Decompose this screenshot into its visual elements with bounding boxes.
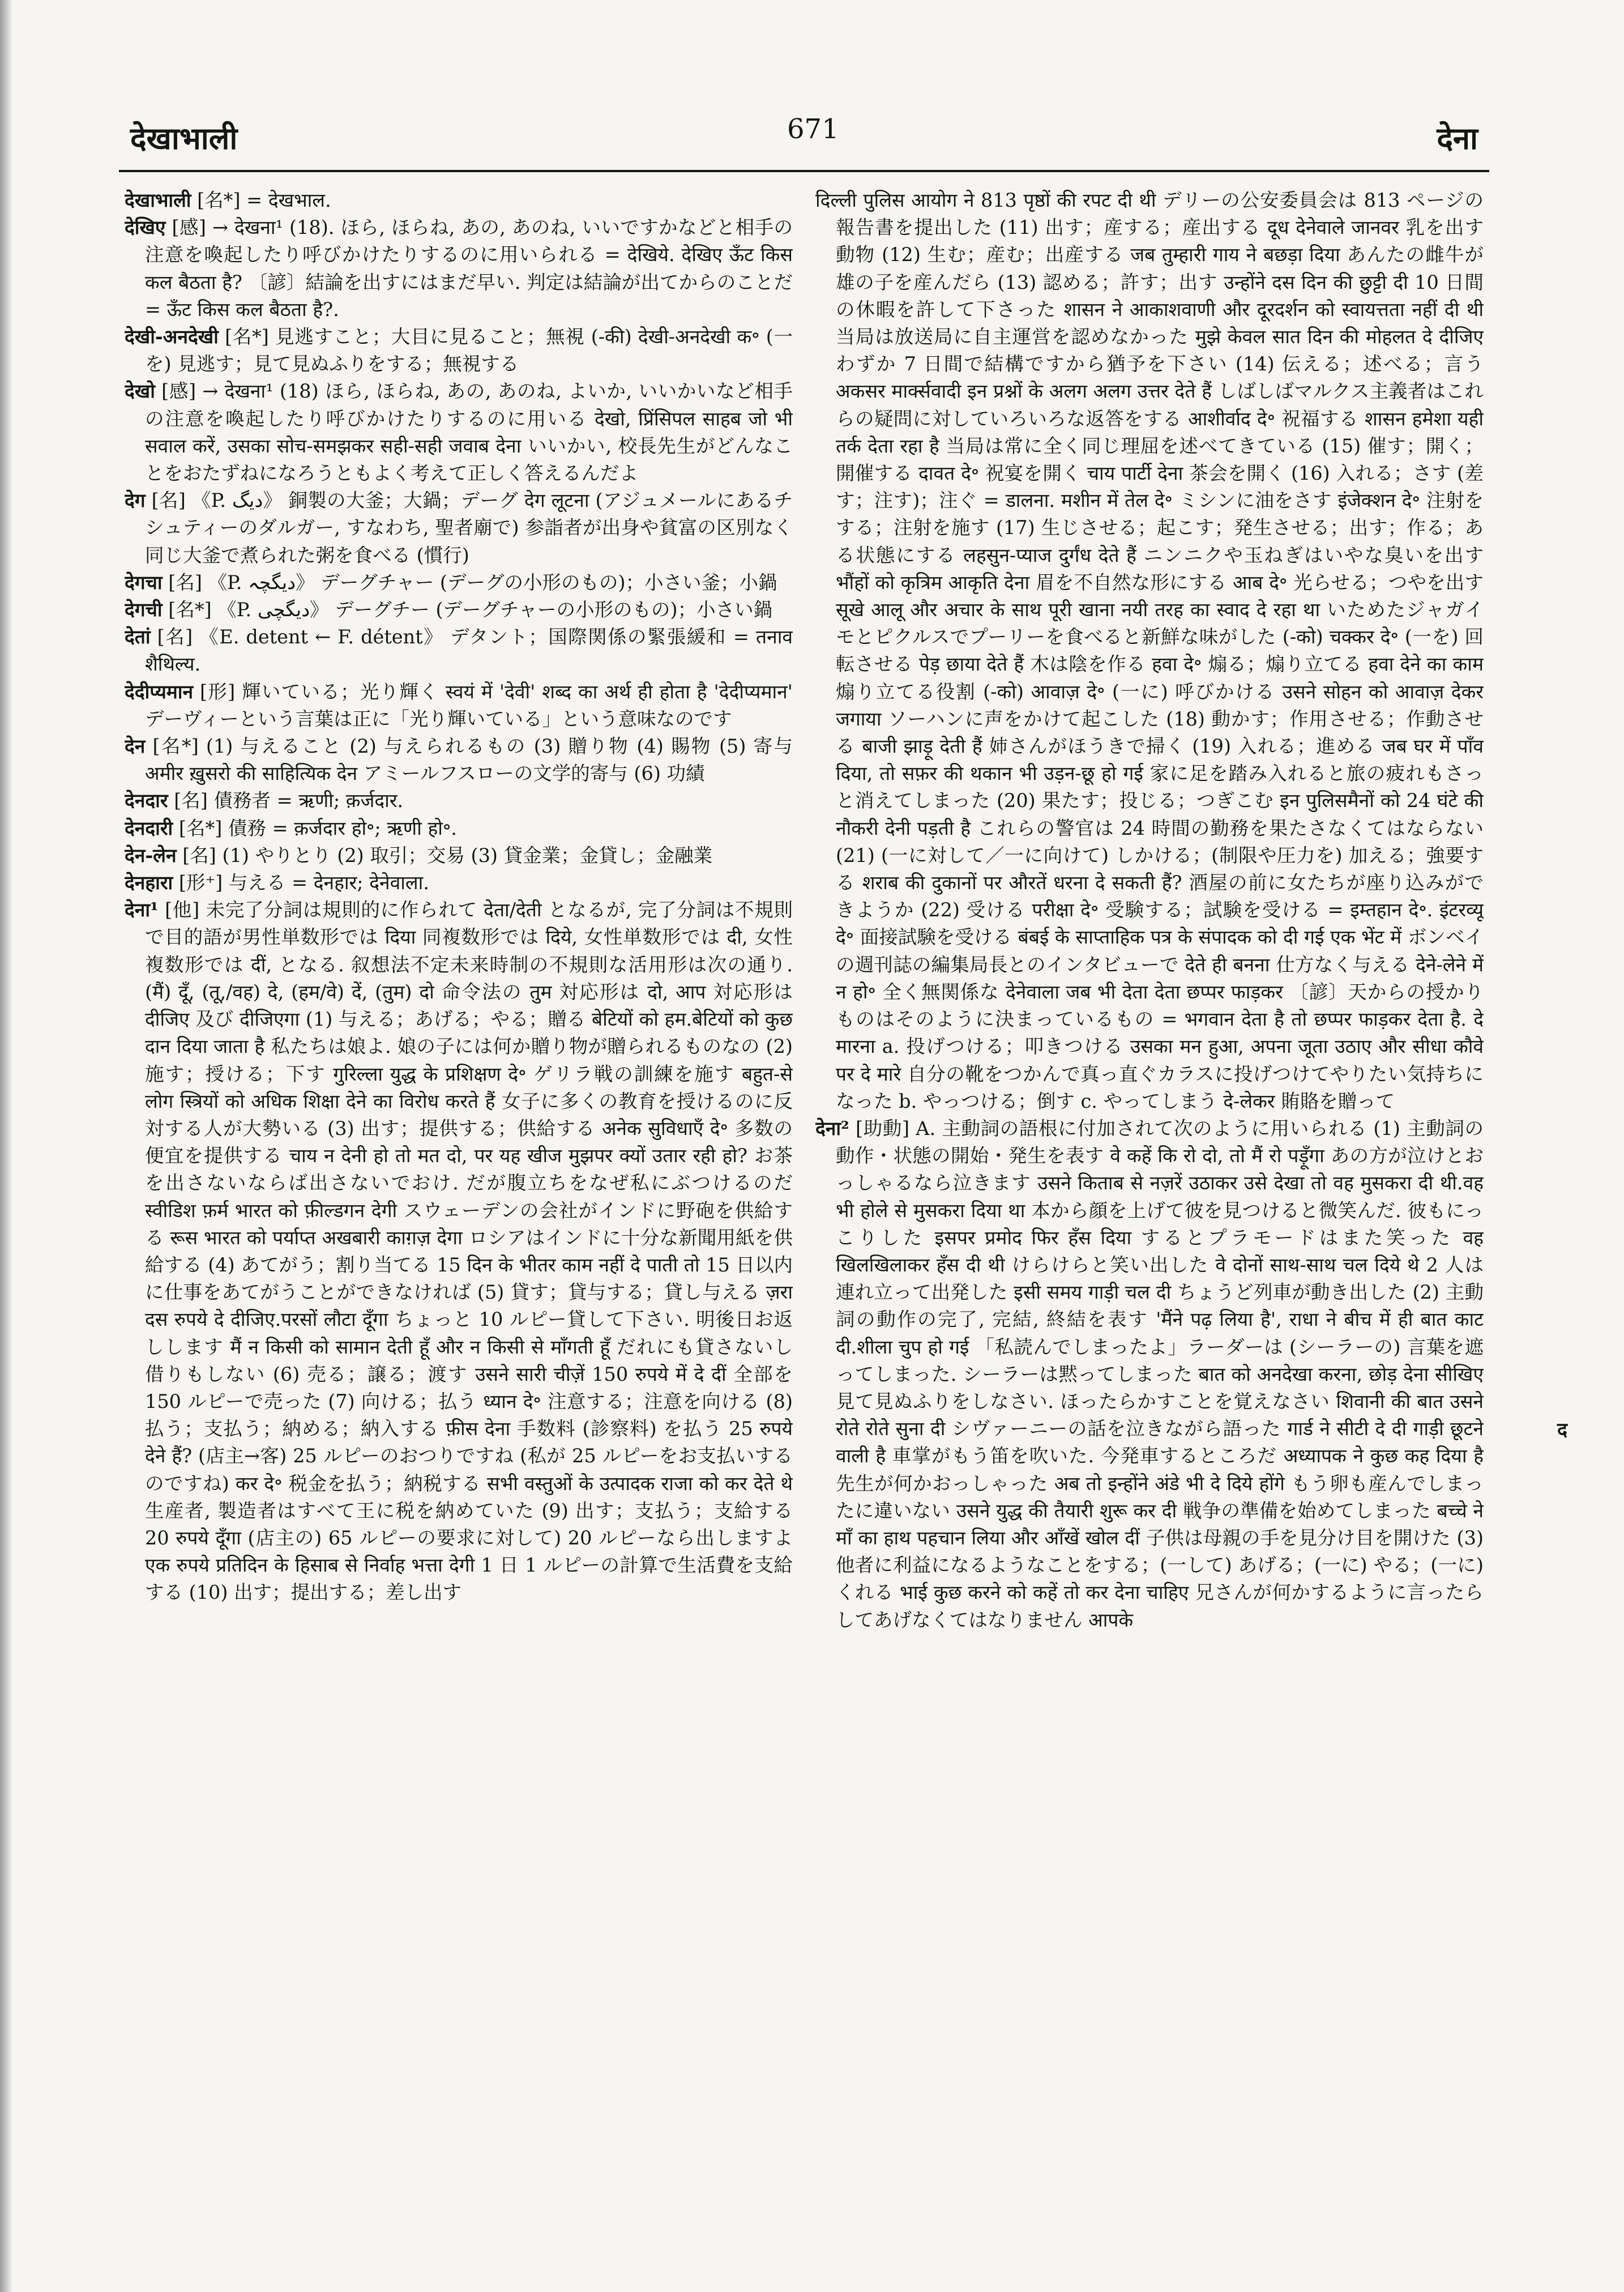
entry-body: [名*] 《P. دیگچی》 デーグチー (デーグチャーの小形のもの)；小さい鍋 bbox=[162, 599, 773, 621]
entry-body: [名] 債務者 = ऋणी; क़र्जदार. bbox=[168, 789, 404, 812]
entry-body: [名] 《E. detent ← F. détent》 デタント；国際関係の緊張緩和 = तनाव शैथिल्य. bbox=[145, 626, 793, 676]
entry-body: [名*] 債務 = क़र्जदार हो॰; ऋणी हो॰. bbox=[173, 817, 457, 839]
running-head-left: देखाभाली bbox=[130, 120, 238, 156]
entry-headword: देनदार bbox=[125, 789, 168, 812]
entry-headword: देनदारी bbox=[125, 817, 173, 839]
running-head-right: देना bbox=[1437, 120, 1478, 156]
entry-headword: देगची bbox=[125, 599, 163, 621]
entry-body: [他] 未完了分詞は規則的に作られて देता/देती となるが, 完了分詞は不規則で目的語が男性単数形では दिया 同複数形では दिये, 女性単数形では दी, 女性複数形では दीं, となる. 叙想法不定未来時制の不規則な活用形は次の通り. (मैं) दूँ, (तू,/वह) दे, (हम/वे) दें, (तुम) दो 命令法の तुम 対応形は दो, आप 対応形は दीजिए 及び दीजिएगा (1) 与える；あげる；やる；贈る बेटियों को हम.बेटियों को कुछ दान दिया जाता है 私たちは娘よ. 娘の子には何か贈り物が贈られるものなの (2) 施す；授ける；下す गुरिल्ला युद्ध के प्रशिक्षण दे॰ ゲリラ戦の訓練を施す बहुत-से लोग स्त्रियों को अधिक शिक्षा देने का विरोध करते हैं 女子に多くの教育を授けるのに反対する人が大勢いる (3) 出す；提供する；供給する अनेक सुविधाएँ दे॰ 多数の便宜を提供する चाय न देनी हो तो मत दो, पर यह खीज मुझपर क्यों उतार रही हो? お茶を出さないならば出さないでおけ. だが腹立ちをなぜ私にぶつけるのだ स्वीडिश फ़र्म भारत को फ़ील्डगन देगी スウェーデンの会社がインドに野砲を供給する रूस भारत को पर्याप्त अखबारी काग़ज़ देगा ロシアはインドに十分な新聞用紙を供給する (4) あてがう；割り当てる 15 दिन के भीतर काम नहीं दे पाती तो 15 日以内に仕事をあてがうことができなければ (5) 貸す；貸与する；貸し与える ज़रा दस रुपये दे दीजिए.परसों लौटा दूँगा ちょっと 10 ルピー貸して下さい. 明後日お返しします मैं न किसी को सामान देती हूँ और न किसी से माँगती हूँ だれにも貸さないし借りもしない (6) 売る；譲る；渡す उसने सारी चीज़ें 150 रुपये में दे दीं 全部を 150 ルピーで売った (7) 向ける；払う ध्यान दे॰ 注意する；注意を向ける (8) 払う；支払う；納める；納入する फ़ीस देना 手数料 (診察料) を払う 25 रुपये देने हैं? (店主→客) 25 ルピーのおつりですね (私が 25 ルピーをお支払いするのですね) कर दे॰ 税金を払う；納税する सभी वस्तुओं के उत्पादक राजा को कर देते थे 生産者, 製造者はすべて王に税を納めていた (9) 出す；支払う；支給する 20 रुपये दूँगा (店主の) 65 ルピーの要求に対して) 20 ルピーなら出しますよ एक रुपये प्रतिदिन के हिसाब से निर्वाह भत्ता देगी 1 日 1 ルピーの計算で生活費を支給する (10) 出す；提出する；差し出す bbox=[145, 899, 793, 1604]
entry-headword: देतां bbox=[125, 626, 151, 648]
entry-headword: देखो bbox=[125, 380, 155, 403]
dictionary-entry bbox=[125, 787, 793, 814]
page-header bbox=[119, 108, 1489, 170]
dictionary-entry-continued bbox=[815, 187, 1484, 1115]
page-number: 671 bbox=[787, 113, 839, 145]
dictionary-entry bbox=[125, 733, 793, 787]
dictionary-entry bbox=[125, 323, 793, 378]
dictionary-entry bbox=[125, 869, 793, 897]
dictionary-entry bbox=[125, 187, 793, 214]
dictionary-entry bbox=[125, 569, 793, 596]
dictionary-entry bbox=[125, 897, 793, 1606]
entry-headword: देखी-अनदेखी bbox=[125, 326, 219, 348]
entry-headword: देना² bbox=[815, 1117, 849, 1139]
entry-headword: देखाभाली bbox=[125, 189, 191, 211]
entry-headword: देग bbox=[125, 489, 146, 512]
entry-headword: देन-लेन bbox=[125, 844, 177, 867]
dictionary-entry bbox=[815, 1115, 1484, 1634]
entry-body: [名*] (1) 与えること (2) 与えられるもの (3) 贈り物 (4) 賜物 (5) 寄与 अमीर ख़ुसरो की साहित्यिक देन アミールフスローの文学的寄与 (6) 功績 bbox=[145, 735, 793, 785]
left-column bbox=[125, 187, 793, 2254]
entry-headword: देदीप्यमान bbox=[125, 680, 194, 703]
right-column bbox=[815, 187, 1484, 2254]
entry-body: [名] (1) やりとり (2) 取引；交易 (3) 貸金業；金貸し；金融業 bbox=[176, 844, 713, 867]
entry-body: [名*] 見逃すこと；大目に見ること；無視 (-की) देखी-अनदेखी क॰ (一を) 見逃す；見て見ぬふりをする；無視する bbox=[145, 326, 793, 375]
entry-headword: देन bbox=[125, 735, 146, 758]
dictionary-entry bbox=[125, 815, 793, 842]
scan-edge-shadow bbox=[0, 0, 12, 2292]
dictionary-entry bbox=[125, 624, 793, 678]
dictionary-entry bbox=[125, 596, 793, 624]
entry-body: [形] 輝いている；光り輝く स्वयं में 'देवी' शब्द का अर्थ ही होता है 'देदीप्यमान' デーヴィーという言葉は正に「光り輝いている」という意味なのです bbox=[145, 680, 793, 730]
dictionary-entry bbox=[125, 842, 793, 869]
entry-body: [形⁺] 与える = देनहार; देनेवाला. bbox=[173, 872, 429, 894]
entry-headword: देना¹ bbox=[125, 899, 159, 921]
entry-body: [助動] A. 主動詞の語根に付加されて次のように用いられる (1) 主動詞の動作・状態の開始・発生を表す वे कहें कि रो दो, तो मैं रो पड़ूँगा あの方が泣けとおっしゃるなら泣きます उसने किताब से नज़रें उठाकर उसे देखा तो वह मुसकरा दी थी.वह भी होले से मुसकरा दिया था 本から顔を上げて彼を見つけると微笑んだ. 彼もにっこりした इसपर प्रमोद फिर हँस दिया するとプラモードはまた笑った वह खिलखिलाकर हँस दी थी けらけらと笑い出した वे दोनों साथ-साथ चल दिये थे 2 人は連れ立って出発した इसी समय गाड़ी चल दी ちょうど列車が動き出した (2) 主動詞の動作の完了, 完結, 終結を表す 'मैंने पढ़ लिया है', राधा ने बीच में ही बात काट दी.शीला चुप हो गई 「私読んでしまったよ」ラーダーは (シーラーの) 言葉を遮ってしまった. シーラーは黙ってしまった बात को अनदेखा करना, छोड़ देना सीखिए 見て見ぬふりをしなさい. ほったらかすことを覚えなさい शिवानी की बात उसने रोते रोते सुना दी シヴァーニーの話を泣きながら語った गार्ड ने सीटी दे दी गाड़ी छूटने वाली है 車掌がもう笛を吹いた. 今発車するところだ अध्यापक ने कुछ कह दिया है 先生が何かおっしゃった अब तो इन्होंने अंडे भी दे दिये होंगे もう卵も産んでしまったに違いない उसने युद्ध की तैयारी शुरू कर दी 戦争の準備を始めてしまった बच्चे ने माँ का हाथ पहचान लिया और आँखें खोल दीं 子供は母親の手を見分け目を開けた (3) 他者に利益になるようなことをする；(一して) あげる；(一に) やる；(一に) くれる भाई कुछ करने को कहें तो कर देना चाहिए 兄さんが何かするように言ったらしてあげなくてはなりません आपके bbox=[836, 1117, 1484, 1631]
entry-body: [感] → देखना¹ (18). ほら, ほらね, あの, あのね, いいですかなどと相手の注意を喚起したり呼びかけたりするのに用いられる = देखिये. देखिए ऊँट किस कल बैठता है? 〔諺〕結論を出すにはまだ早い. 判定は結論が出てからのことだ = ऊँट किस कल बैठता है?. bbox=[145, 216, 793, 321]
entry-body: [名*] = देखभाल. bbox=[191, 189, 331, 211]
header-rule bbox=[119, 170, 1489, 172]
thumb-index-letter: द bbox=[1557, 1419, 1568, 1441]
entry-body: [名] 《P. دیگ》 銅製の大釜；大鍋；デーグ देग लूटना (アジュメールにあるチシュティーのダルガー, すなわち, 聖者廟で) 参詣者が出身や貧富の区別なく同じ大釜で煮られた粥を食べる (慣行) bbox=[145, 489, 793, 566]
entry-headword: देगचा bbox=[125, 571, 163, 594]
entry-body: [名] 《P. دیگچہ》 デーグチャー (デーグの小形のもの)；小さい釜；小鍋 bbox=[162, 571, 777, 594]
entry-headword: देनहारा bbox=[125, 872, 173, 894]
entry-headword: देखिए bbox=[125, 216, 166, 239]
entry-body: [感] → देखना¹ (18) ほら, ほらね, あの, あのね, よいか, いいかいなど相手の注意を喚起したり呼びかけたりするのに用いる देखो, प्रिंसिपल साहब जो भी सवाल करें, उसका सोच-समझकर सही-सही जवाब देना いいかい, 校長先生がどんなことをおたずねになろうともよく考えて正しく答えるんだよ bbox=[145, 380, 793, 485]
dictionary-entry bbox=[125, 214, 793, 323]
dictionary-entry bbox=[125, 487, 793, 569]
dictionary-entry bbox=[125, 678, 793, 733]
dictionary-entry bbox=[125, 378, 793, 487]
entry-body: दिल्ली पुलिस आयोग ने 813 पृष्ठों की रपट दी थी デリーの公安委員会は 813 ページの報告書を提出した (11) 出す；産する；産出する दूध देनेवाले जानवर 乳を出す動物 (12) 生む；産む；出産する जब तुम्हारी गाय ने बछड़ा दिया あんたの雌牛が雄の子を産んだら (13) 認める；許す；出す उन्होंने दस दिन की छुट्टी दी 10 日間の休暇を許して下さった शासन ने आकाशवाणी और दूरदर्शन को स्वायत्तता नहीं दी थी 当局は放送局に自主運営を認めなかった मुझे केवल सात दिन की मोहलत दे दीजिए わずか 7 日間で結構ですから猶予を下さい (14) 伝える；述べる；言う अकसर मार्क्सवादी इन प्रश्नों के अलग अलग उत्तर देते हैं しばしばマルクス主義者はこれらの疑問に対していろいろな返答をする आशीर्वाद दे॰ 祝福する शासन हमेशा यही तर्क देता रहा है 当局は常に全く同じ理屈を述べてきている (15) 催す；開く；開催する दावत दे॰ 祝宴を開く चाय पार्टी देना 茶会を開く (16) 入れる；さす (差す；注す)；注ぐ = डालना. मशीन में तेल दे॰ ミシンに油をさす इंजेक्शन दे॰ 注射をする；注射を施す (17) 生じさせる；起こす；発生させる；出す；作る；ある状態にする लहसुन-प्याज दुर्गंध देते हैं ニンニクや玉ねぎはいやな臭いを出す भौंहों को कृत्रिम आकृति देना 眉を不自然な形にする आब दे॰ 光らせる；つやを出す सूखे आलू और अचार के साथ पूरी खाना नयी तरह का स्वाद दे रहा था いためたジャガイモとピクルスでプーリーを食べると新鮮な味がした (-को) चक्कर दे॰ (一を) 回転させる पेड़ छाया देते हैं 木は陰を作る हवा दे॰ 煽る；煽り立てる हवा देने का काम 煽り立てる役割 (-को) आवाज़ दे॰ (一に) 呼びかける उसने सोहन को आवाज़ देकर जगाया ソーハンに声をかけて起こした (18) 動かす；作用させる；作動させる बाजी झाड़ू देती हैं 姉さんがほうきで掃く (19) 入れる；進める जब घर में पाँव दिया, तो सफ़र की थकान भी उड़न-छू हो गई 家に足を踏み入れると旅の疲れもさっと消えてしまった (20) 果たす；投じる；つぎこむ इन पुलिसमैनों को 24 घंटे की नौकरी देनी पड़ती है これらの警官は 24 時間の勤務を果たさなくてはならない (21) (一に対して／一に向けて) しかける；(制限や圧力を) 加える；強要する शराब की दुकानों पर औरतें धरना दे सकती हैं? 酒屋の前に女たちが座り込みができようか (22) 受ける परीक्षा दे॰ 受験する；試験を受ける = इम्तहान दे॰. इंटरव्यू दे॰ 面接試験を受ける बंबई के साप्ताहिक पत्र के संपादक को दी गई एक भेंट में ボンベイの週刊誌の編集局長とのインタビューで देते ही बनना 仕方なく与える देने-लेने में न हो॰ 全く無関係な देनेवाला जब भी देता देता छप्पर फाड़कर 〔諺〕天からの授かりものはそのように決まっているもの = भगवान देता है तो छप्पर फाड़कर देता है. दे मारना a. 投げつける；叩きつける उसका मन हुआ, अपना जूता उठाए और सीधा कौवे पर दे मारे 自分の靴をつかんで真っ直ぐカラスに投げつけてやりたい気持ちになった b. やっつける；倒す c. やってしまう दे-लेकर 賄賂を贈って bbox=[815, 189, 1484, 1112]
